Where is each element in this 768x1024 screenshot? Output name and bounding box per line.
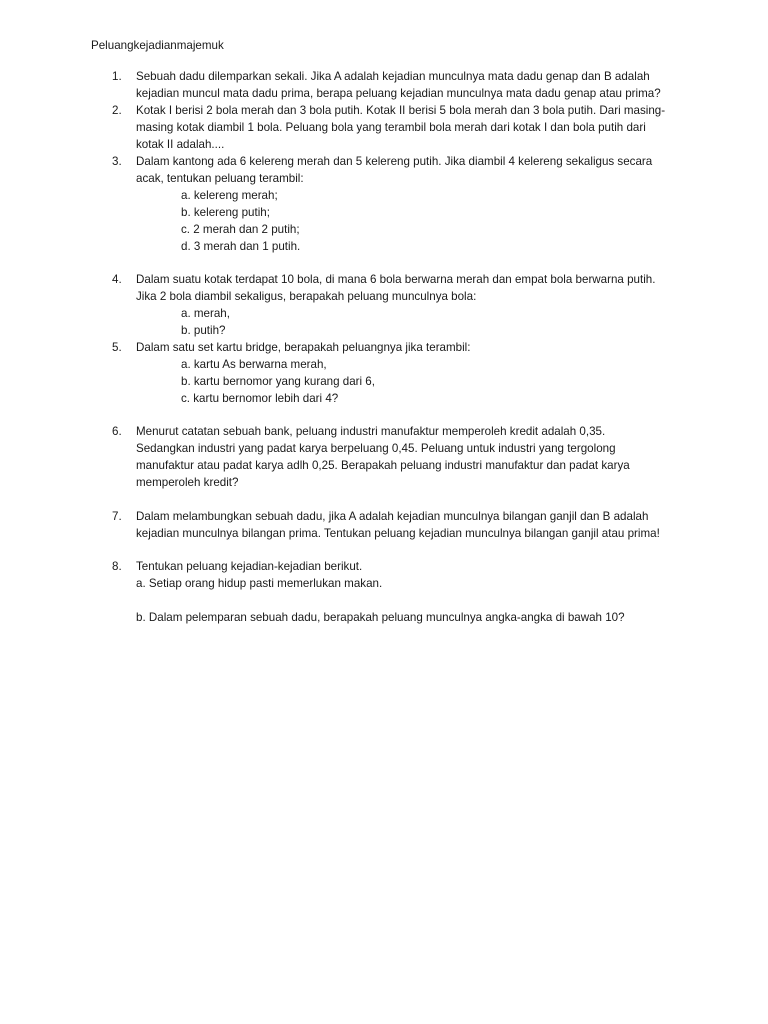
question-text xyxy=(136,339,722,407)
question-line: acak, tentukan peluang terambil: xyxy=(136,172,304,185)
question-number: 1. xyxy=(112,70,122,83)
question-line: masing kotak diambil 1 bola. Peluang bola yang terambil bola merah dari kotak I dan bola putih dari xyxy=(136,121,646,134)
question-line: Tentukan peluang kejadian-kejadian berikut. xyxy=(136,560,363,573)
question-text xyxy=(136,102,722,153)
answer-option: c. kartu bernomor lebih dari 4? xyxy=(181,392,339,405)
question-8 xyxy=(112,558,722,626)
question-line: manufaktur atau padat karya adlh 0,25. Berapakah peluang industri manufaktur dan padat karya xyxy=(136,459,630,472)
question-number: 6. xyxy=(112,425,122,438)
answer-option: a. kelereng merah; xyxy=(181,189,278,202)
question-text xyxy=(136,68,722,102)
sub-question: b. Dalam pelemparan sebuah dadu, berapakah peluang munculnya angka-angka di bawah 10? xyxy=(136,611,625,624)
question-line: Sebuah dadu dilemparkan sekali. Jika A adalah kejadian munculnya mata dadu genap dan B adalah xyxy=(136,70,650,83)
question-number: 7. xyxy=(112,510,122,523)
question-line: Jika 2 bola diambil sekaligus, berapakah peluang munculnya bola: xyxy=(136,290,477,303)
question-number: 2. xyxy=(112,104,122,117)
question-5 xyxy=(112,339,722,407)
answer-option: b. kartu bernomor yang kurang dari 6, xyxy=(181,375,375,388)
question-1 xyxy=(112,68,722,102)
question-line: Dalam melambungkan sebuah dadu, jika A adalah kejadian munculnya bilangan ganjil dan B adalah xyxy=(136,510,649,523)
answer-option: a. kartu As berwarna merah, xyxy=(181,358,327,371)
document-title: Peluangkejadianmajemuk xyxy=(91,39,224,52)
sub-question: a. Setiap orang hidup pasti memerlukan makan. xyxy=(136,577,383,590)
question-line: Dalam satu set kartu bridge, berapakah peluangnya jika terambil: xyxy=(136,341,471,354)
question-line: kejadian muncul mata dadu prima, berapa peluang kejadian munculnya mata dadu genap atau prima? xyxy=(136,87,661,100)
question-line: Menurut catatan sebuah bank, peluang industri manufaktur memperoleh kredit adalah 0,35. xyxy=(136,425,606,438)
question-6 xyxy=(112,423,722,491)
question-line: Dalam kantong ada 6 kelereng merah dan 5 kelereng putih. Jika diambil 4 kelereng sekaligus secara xyxy=(136,155,653,168)
question-number: 4. xyxy=(112,273,122,286)
question-line: kejadian munculnya bilangan prima. Tentukan peluang kejadian munculnya bilangan ganjil atau prima! xyxy=(136,527,660,540)
question-2 xyxy=(112,102,722,153)
question-text xyxy=(136,271,722,339)
question-4 xyxy=(112,271,722,339)
question-line: Sedangkan industri yang padat karya berpeluang 0,45. Peluang untuk industri yang tergolong xyxy=(136,442,616,455)
question-text xyxy=(136,558,722,626)
question-7 xyxy=(112,508,722,542)
question-line: memperoleh kredit? xyxy=(136,476,239,489)
question-text xyxy=(136,423,722,491)
answer-option: c. 2 merah dan 2 putih; xyxy=(181,223,300,236)
question-line: kotak II adalah.... xyxy=(136,138,225,151)
question-number: 8. xyxy=(112,560,122,573)
question-text xyxy=(136,153,722,255)
question-line: Dalam suatu kotak terdapat 10 bola, di mana 6 bola berwarna merah dan empat bola berwarna putih. xyxy=(136,273,656,286)
spacer xyxy=(136,592,722,609)
question-3 xyxy=(112,153,722,255)
answer-option: a. merah, xyxy=(181,307,230,320)
answer-option: b. kelereng putih; xyxy=(181,206,270,219)
answer-option: b. putih? xyxy=(181,324,226,337)
answer-option: d. 3 merah dan 1 putih. xyxy=(181,240,301,253)
question-number: 3. xyxy=(112,155,122,168)
question-number: 5. xyxy=(112,341,122,354)
question-text xyxy=(136,508,722,542)
question-line: Kotak I berisi 2 bola merah dan 3 bola putih. Kotak II berisi 5 bola merah dan 3 bola putih. Dari masing- xyxy=(136,104,666,117)
